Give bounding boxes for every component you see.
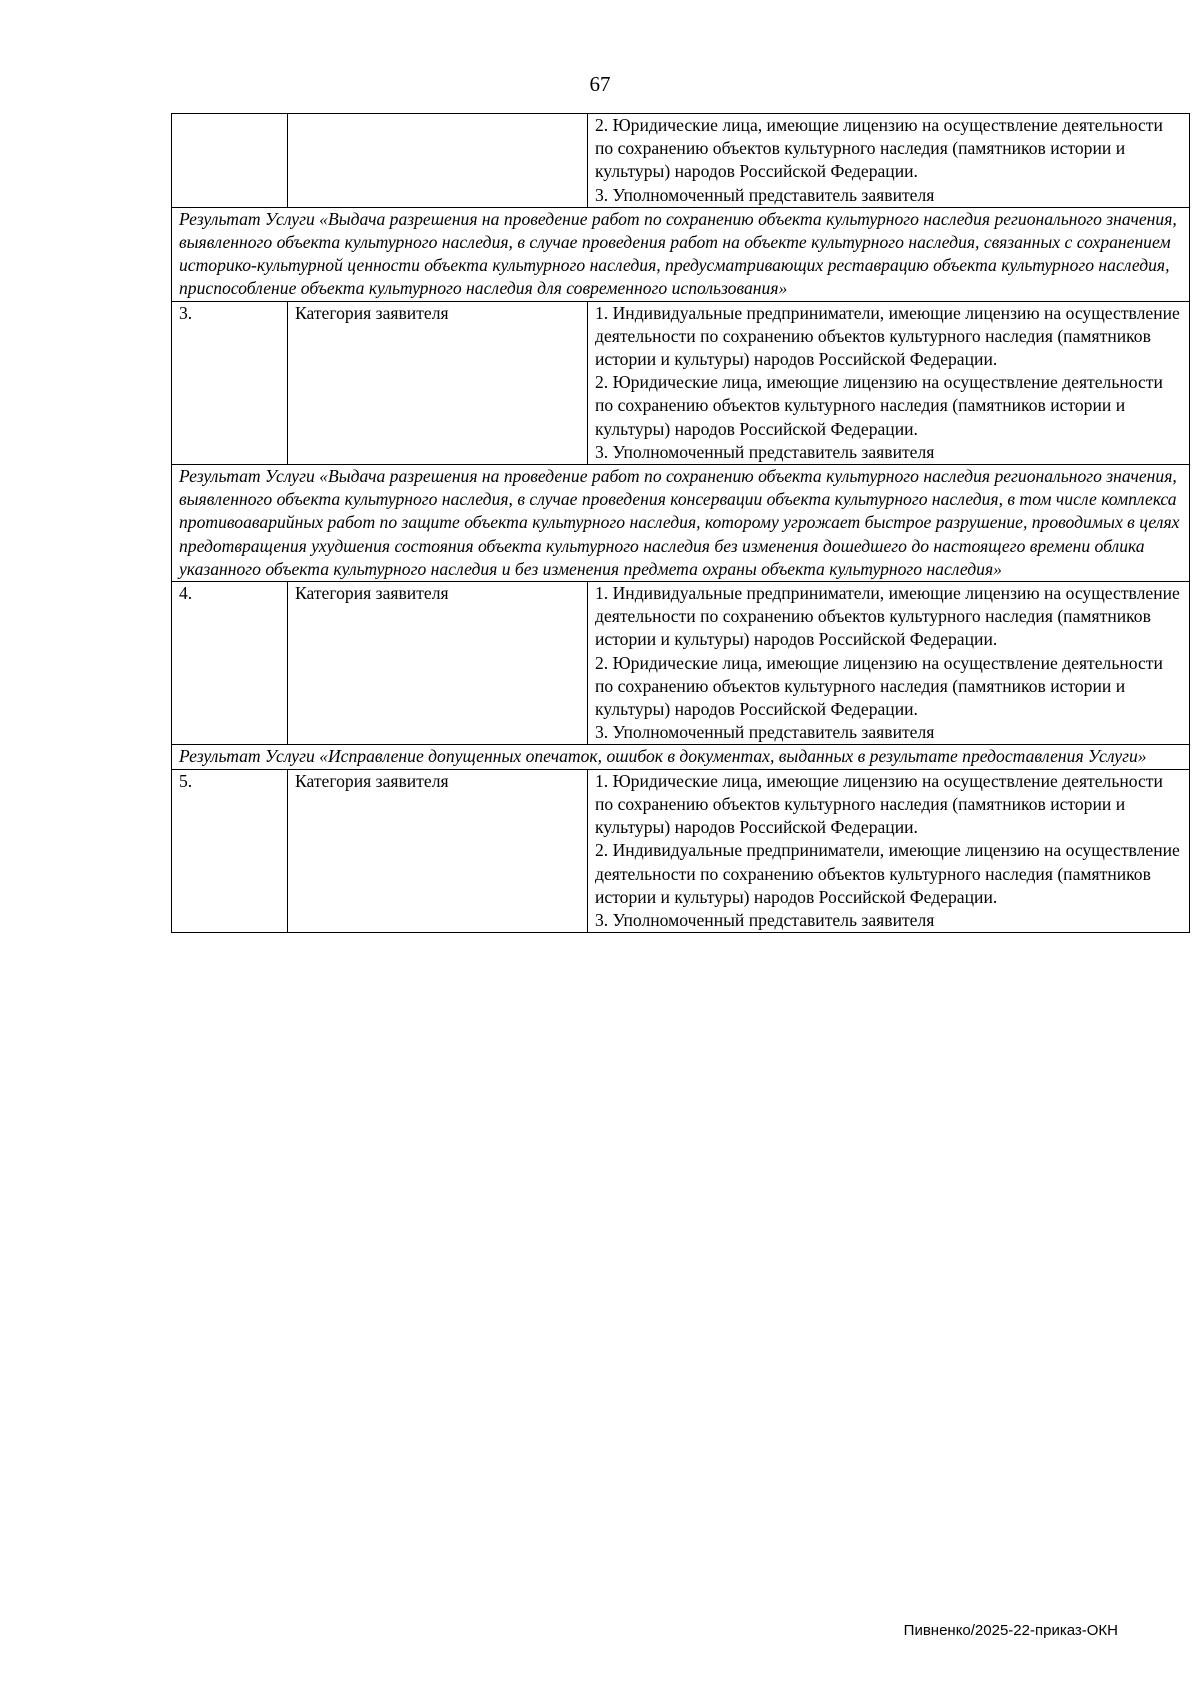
result-row [172,207,1190,301]
service-result-heading: Результат Услуги «Исправление допущенных опечаток, ошибок в документах, выданных в результате предоставления Услуги» [172,745,1190,769]
service-result-heading: Результат Услуги «Выдача разрешения на проведение работ по сохранению объекта культурного наследия регионального значения, выявленного объекта культурного наследия, в случае проведения консервации объекта культурного наследия, в том числе комплекса противоаварийных работ по защите объекта культурного наследия, которому угрожает быстрое разрушение, проводимых в целях предотвращения ухудшения состояния объекта культурного наследия без изменения дошедшего до настоящего времени облика указанного объекта культурного наследия и без изменения предмета охраны объекта культурного наследия» [172,465,1190,582]
parameter-value [588,582,1190,745]
parameter-name: Категория заявителя [288,769,588,932]
table-row [172,301,1190,464]
table-row [172,114,1190,208]
applicant-category-item: 3. Уполномоченный представитель заявителя [595,441,935,462]
applicant-category-item: 1. Индивидуальные предприниматели, имеющие лицензию на осуществление деятельности по сохранению объектов культурного наследия (памятников истории и культуры) народов Российской Федерации. [595,302,1180,370]
result-row [172,465,1190,582]
service-result-heading: Результат Услуги «Выдача разрешения на проведение работ по сохранению объекта культурного наследия регионального значения, выявленного объекта культурного наследия, в случае проведения работ на объекте культурного наследия, связанных с сохранением историко-культурной ценности объекта культурного наследия, предусматривающих реставрацию объекта культурного наследия, приспособление объекта культурного наследия для современного использования» [172,207,1190,301]
table-body [172,114,1190,933]
applicant-category-item: 3. Уполномоченный представитель заявителя [595,909,935,930]
table-row [172,582,1190,745]
parameter-name [288,114,588,208]
table-row [172,769,1190,932]
applicant-category-item: 1. Индивидуальные предприниматели, имеющие лицензию на осуществление деятельности по сохранению объектов культурного наследия (памятников истории и культуры) народов Российской Федерации. [595,583,1180,650]
parameter-name: Категория заявителя [288,301,588,464]
applicant-category-item: 3. Уполномоченный представитель заявителя [595,722,935,743]
result-row [172,745,1190,769]
document-footer-code: Пивненко/2025-22-приказ-ОКН [903,1622,1118,1639]
page-number: 67 [589,72,611,96]
applicant-category-table [171,113,1190,933]
parameter-value [588,301,1190,464]
parameter-name: Категория заявителя [288,582,588,745]
applicant-category-item: 2. Индивидуальные предприниматели, имеющие лицензию на осуществление деятельности по сохранению объектов культурного наследия (памятников истории и культуры) народов Российской Федерации. [595,840,1180,907]
row-number: 4. [172,582,288,745]
applicant-category-item: 2. Юридические лица, имеющие лицензию на осуществление деятельности по сохранению объектов культурного наследия (памятников истории и культуры) народов Российской Федерации. [595,652,1163,720]
row-number [172,114,288,208]
row-number: 5. [172,769,288,932]
applicant-category-item: 3. Уполномоченный представитель заявителя [595,184,935,205]
applicant-category-item: 1. Юридические лица, имеющие лицензию на осуществление деятельности по сохранению объектов культурного наследия (памятников истории и культуры) народов Российской Федерации. [595,770,1163,838]
applicant-category-item: 2. Юридические лица, имеющие лицензию на осуществление деятельности по сохранению объектов культурного наследия (памятников истории и культуры) народов Российской Федерации. [595,115,1163,182]
parameter-value [588,769,1190,932]
parameter-value [588,114,1190,208]
row-number: 3. [172,301,288,464]
applicant-category-item: 2. Юридические лица, имеющие лицензию на осуществление деятельности по сохранению объектов культурного наследия (памятников истории и культуры) народов Российской Федерации. [595,372,1163,439]
